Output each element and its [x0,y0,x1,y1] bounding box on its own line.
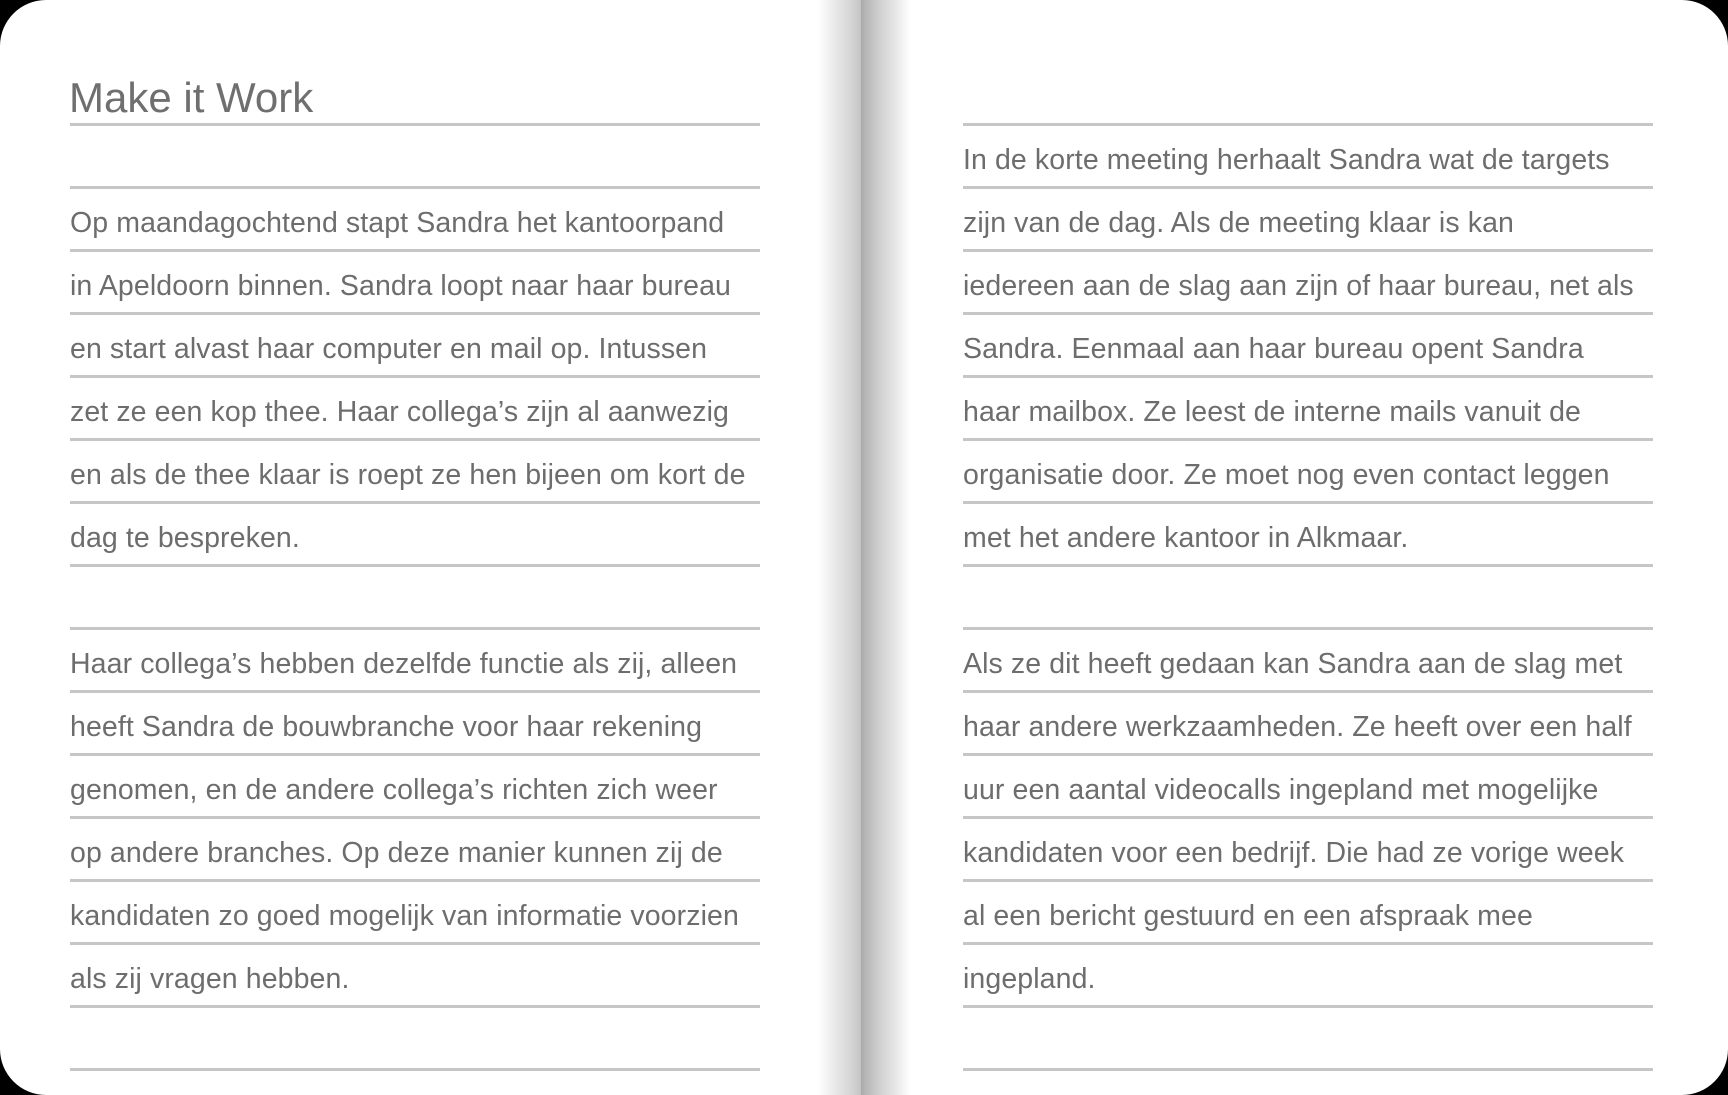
rule-line [963,1068,1653,1071]
rule-line [70,438,760,441]
rule-line [963,186,1653,189]
rule-line [70,1005,760,1008]
text-line: iedereen aan de slag aan zijn of haar bureau, net als [963,270,1634,302]
rule-line [70,1068,760,1071]
rule-line [70,501,760,504]
rule-line [963,690,1653,693]
rule-line [963,564,1653,567]
text-line: dag te bespreken. [70,522,300,554]
text-line: Haar collega’s hebben dezelfde functie als zij, alleen [70,648,738,680]
text-line: In de korte meeting herhaalt Sandra wat de targets [963,144,1610,176]
text-line: ingepland. [963,963,1096,995]
rule-line [963,249,1653,252]
rule-line [70,690,760,693]
text-line: al een bericht gestuurd en een afspraak mee [963,900,1533,932]
rule-line [963,816,1653,819]
text-line: uur een aantal videocalls ingepland met mogelijke [963,774,1599,806]
text-line: Als ze dit heeft gedaan kan Sandra aan de slag met [963,648,1623,680]
text-line: zijn van de dag. Als de meeting klaar is kan [963,207,1514,239]
rule-line [70,564,760,567]
rule-line [963,123,1653,126]
text-line: als zij vragen hebben. [70,963,350,995]
text-line: en start alvast haar computer en mail op. Intussen [70,333,708,365]
text-line: Op maandagochtend stapt Sandra het kantoorpand [70,207,725,239]
text-line: en als de thee klaar is roept ze hen bijeen om kort de [70,459,746,491]
rule-line [963,312,1653,315]
rule-line [963,438,1653,441]
rule-line [963,627,1653,630]
rule-line [70,879,760,882]
text-line: Sandra. Eenmaal aan haar bureau opent Sandra [963,333,1584,365]
rule-line [70,942,760,945]
rule-line [963,1005,1653,1008]
rule-line [70,627,760,630]
text-line: genomen, en de andere collega’s richten zich weer [70,774,718,806]
rule-line [963,375,1653,378]
rule-line [70,753,760,756]
text-line: heeft Sandra de bouwbranche voor haar rekening [70,711,703,743]
text-line: haar mailbox. Ze leest de interne mails vanuit de [963,396,1581,428]
rule-line [70,312,760,315]
text-line: haar andere werkzaamheden. Ze heeft over een half [963,711,1632,743]
rule-line [70,816,760,819]
rule-line [70,249,760,252]
text-line: in Apeldoorn binnen. Sandra loopt naar haar bureau [70,270,732,302]
text-line: met het andere kantoor in Alkmaar. [963,522,1409,554]
page-title: Make it Work [69,74,314,121]
text-line: op andere branches. Op deze manier kunnen zij de [70,837,723,869]
rule-line [70,123,760,126]
rule-line [70,375,760,378]
text-line: kandidaten voor een bedrijf. Die had ze vorige week [963,837,1625,869]
rule-line [963,942,1653,945]
book-spine-gutter [818,0,910,1095]
text-line: organisatie door. Ze moet nog even contact leggen [963,459,1610,491]
rule-line [963,501,1653,504]
rule-line [963,879,1653,882]
left-page [70,0,760,1095]
rule-line [963,753,1653,756]
rule-line [70,186,760,189]
right-page [963,0,1653,1095]
text-line: kandidaten zo goed mogelijk van informatie voorzien [70,900,739,932]
text-line: zet ze een kop thee. Haar collega’s zijn al aanwezig [70,396,729,428]
